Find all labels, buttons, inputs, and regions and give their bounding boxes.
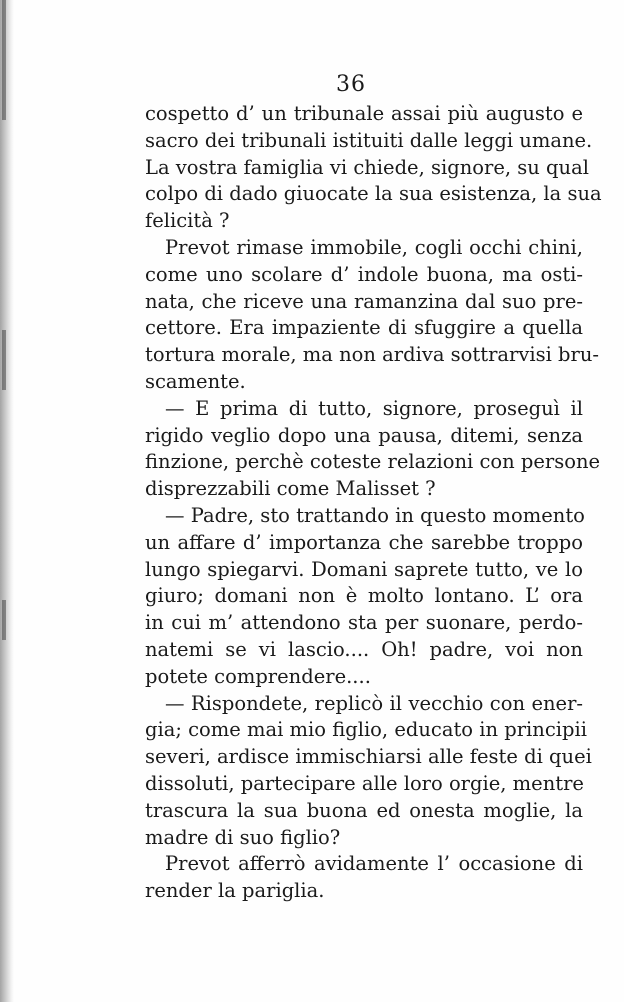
text-line: tortura morale, ma non ardiva sottrarvisi bru- <box>145 343 600 367</box>
page-number: 36 <box>336 72 366 97</box>
text-line: La vostra famiglia vi chiede, signore, su qual <box>145 155 589 179</box>
text-line: — E prima di tutto, signore, proseguì il <box>165 396 583 420</box>
text-line: in cui m’ attendono sta per suonare, perdo- <box>145 611 583 635</box>
text-line: rigido veglio dopo una pausa, ditemi, senza <box>145 423 583 447</box>
body-text <box>145 101 602 905</box>
text-line: severi, ardisce immischiarsi alle feste di quei <box>145 745 592 769</box>
text-line: Prevot afferrò avidamente l’ occasione di <box>165 852 583 876</box>
text-line: render la pariglia. <box>145 879 325 903</box>
text-line: lungo spiegarvi. Domani saprete tutto, ve lo <box>145 557 583 581</box>
text-line: — Padre, sto trattando in questo momento <box>165 503 585 527</box>
text-line: giuro; domani non è molto lontano. L’ ora <box>145 584 583 608</box>
text-line: disprezzabili come Malisset ? <box>145 477 436 501</box>
text-line: Prevot rimase immobile, cogli occhi chini, <box>165 235 583 259</box>
text-line: cospetto d’ un tribunale assai più augusto e <box>145 102 583 125</box>
text-line: felicità ? <box>145 209 230 233</box>
text-line: colpo di dado giuocate la sua esistenza, la sua <box>145 182 602 206</box>
page-spine-shadow <box>0 0 14 1002</box>
spine-mark <box>2 0 6 120</box>
text-line: gia; come mai mio figlio, educato in principii <box>145 718 587 742</box>
text-line: — Rispondete, replicò il vecchio con ener- <box>165 691 583 715</box>
text-line: cettore. Era impaziente di sfuggire a quella <box>145 316 583 340</box>
text-line: finzione, perchè coteste relazioni con persone <box>145 450 601 474</box>
spine-mark <box>2 600 6 640</box>
text-line: trascura la sua buona ed onesta moglie, la <box>145 798 583 822</box>
text-line: nata, che riceve una ramanzina dal suo pre- <box>145 289 583 313</box>
text-line: come uno scolare d’ indole buona, ma osti- <box>145 262 583 286</box>
text-line: sacro dei tribunali istituiti dalle leggi umane. <box>145 128 593 152</box>
spine-mark <box>2 330 6 390</box>
text-line: dissoluti, partecipare alle loro orgie, mentre <box>145 771 584 795</box>
text-line: madre di suo figlio? <box>145 825 341 849</box>
text-line: potete comprendere.... <box>145 664 371 688</box>
text-line: un affare d’ importanza che sarebbe troppo <box>145 530 583 554</box>
text-line: scamente. <box>145 369 246 393</box>
text-line: natemi se vi lascio.... Oh! padre, voi non <box>145 637 583 661</box>
